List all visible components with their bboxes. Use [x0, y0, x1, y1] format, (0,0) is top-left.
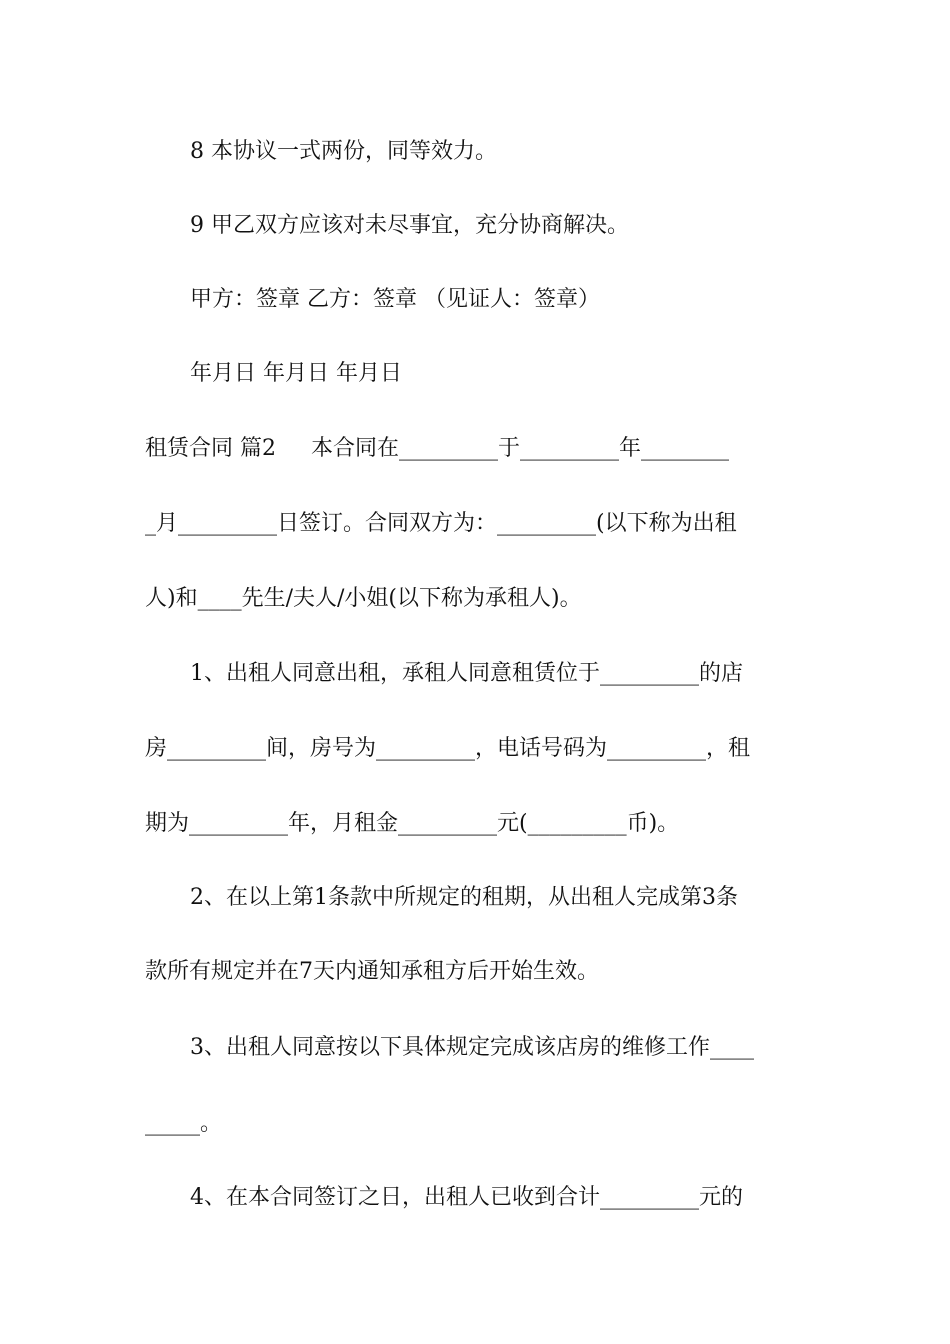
clause-9: 9 甲乙双方应该对未尽事宜，充分协商解决。: [190, 213, 629, 238]
clause-3-line-1: 3、出租人同意按以下具体规定完成该店房的维修工作____: [190, 1035, 754, 1060]
clause-2-line-1: 2、在以上第1条款中所规定的租期，从出租人完成第3条: [190, 885, 738, 910]
clause-3-line-2: _____。: [145, 1111, 223, 1136]
clause-1-line-1: 1、出租人同意出租，承租人同意租赁位于_________的店: [190, 661, 743, 686]
clause-4-line-1: 4、在本合同签订之日，出租人已收到合计_________元的: [190, 1185, 743, 1210]
clause-2-line-2: 款所有规定并在7天内通知承租方后开始生效。: [145, 959, 599, 984]
signature-line: 甲方：签章 乙方：签章 （见证人：签章）: [190, 287, 600, 312]
clause-8: 8 本协议一式两份，同等效力。: [190, 139, 497, 164]
contract-heading-line: 租赁合同 篇2 本合同在_________于_________年________: [145, 436, 729, 461]
clause-1-line-3: 期为_________年，月租金_________元(_________币)。: [145, 811, 680, 836]
date-line: 年月日 年月日 年月日: [190, 361, 402, 386]
contract-intro-line-3: 人)和____先生/夫人/小姐(以下称为承租人)。: [145, 586, 582, 611]
clause-1-line-2: 房_________间，房号为_________，电话号码为_________，租: [145, 736, 751, 761]
contract-intro-line-2: _月_________日签订。合同双方为：_________(以下称为出租: [145, 511, 737, 536]
